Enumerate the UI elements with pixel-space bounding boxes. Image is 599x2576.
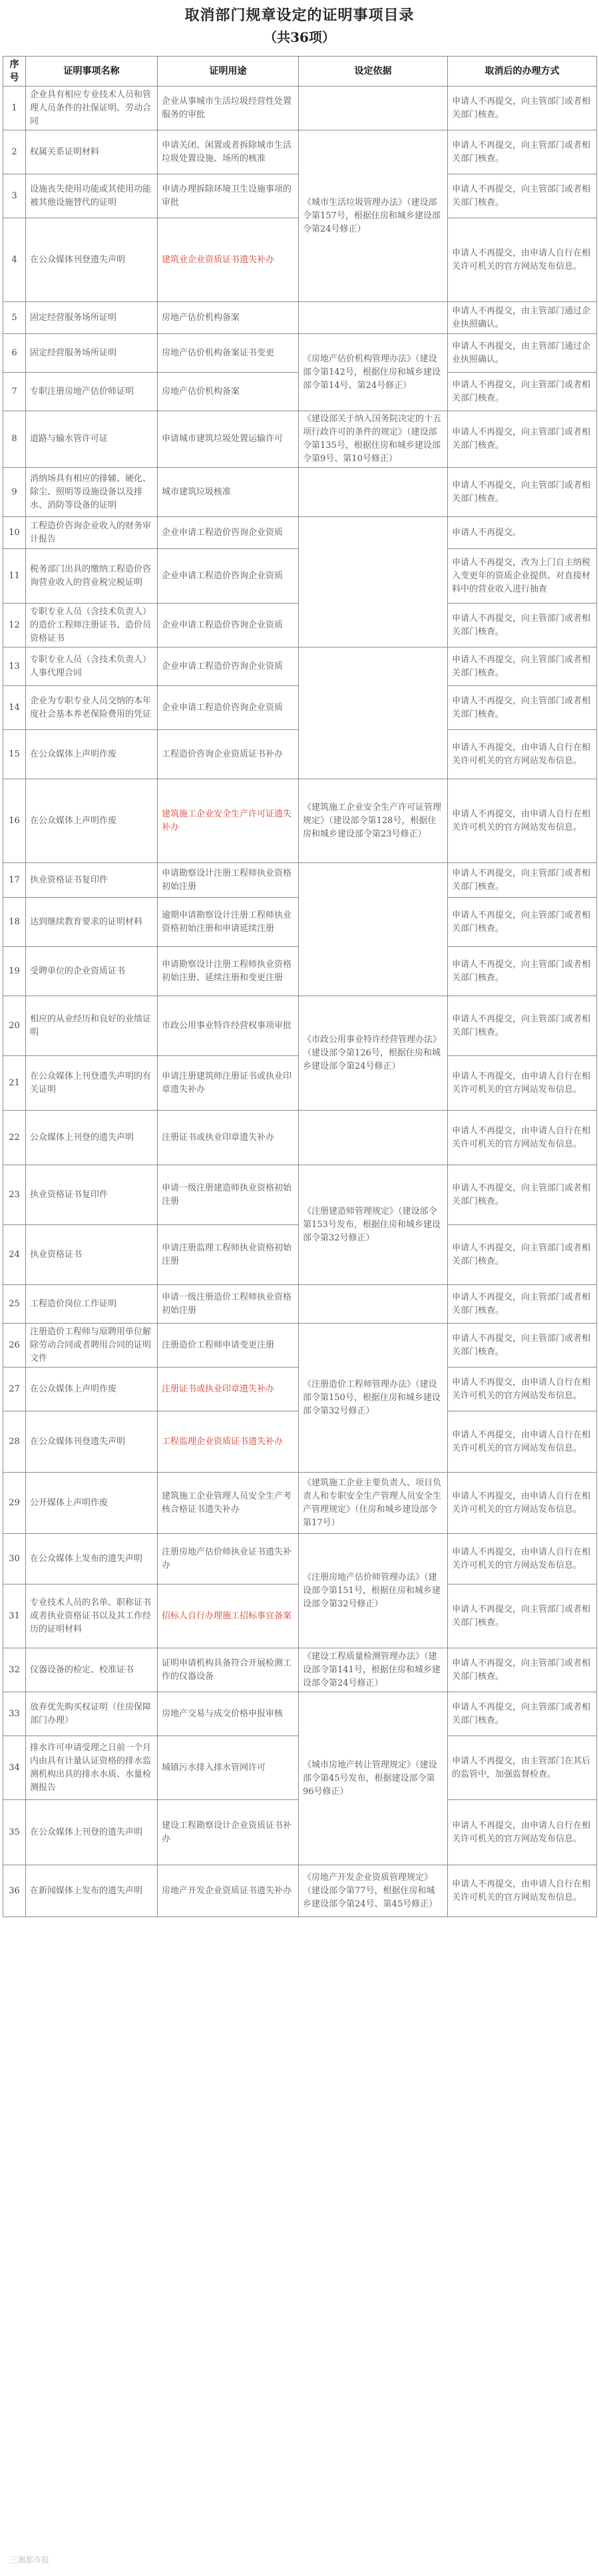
cert-name: 执业资格证书: [26, 1225, 158, 1285]
cert-use: 证明申请机构具备符合开展检测工作的仪器设备: [158, 1648, 299, 1692]
cert-basis: [299, 517, 448, 647]
cert-use: 注册证书或执业印章遗失补办: [158, 1368, 299, 1411]
cert-name: 企业具有相应专业技术人员和管理人员条件的社保证明、劳动合同: [26, 87, 158, 130]
cert-basis: 《建筑施工企业主要负责人、项目负责人和专职安全生产管理人员安全生产管理规定》（住房和城乡建设部令第17号）: [299, 1473, 448, 1534]
cert-method: 申请人不再提交，向主管部门或者相关部门核查。: [448, 1692, 597, 1736]
row-number: 16: [3, 779, 26, 863]
cert-use: 企业申请工程造价咨询企业资质: [158, 517, 299, 549]
cert-use: 申请办理拆除环境卫生设施事项的审批: [158, 174, 299, 218]
row-number: 26: [3, 1324, 26, 1368]
cert-use: 房地产估价机构备案: [158, 302, 299, 334]
cert-method: 申请人不再提交，向主管部门或者相关部门核查。: [448, 1285, 597, 1324]
cert-name: 放弃优先购买权证明（住房保障部门办理）: [26, 1692, 158, 1736]
cert-name: 专职注册房地产估价师证明: [26, 373, 158, 411]
table-row: [3, 1111, 597, 1165]
cert-name: 在公众媒体刊登遗失声明: [26, 1411, 158, 1473]
cert-method: 申请人不再提交，由申请人自行在相关许可机关的官方网站发布信息。: [448, 1534, 597, 1584]
cert-basis: [299, 863, 448, 996]
cert-method: 申请人不再提交，向主管部门或者相关部门核查。: [448, 130, 597, 174]
cert-name: 达到继续教育要求的证明材料: [26, 898, 158, 947]
cert-use: 注册造价工程师申请变更注册: [158, 1324, 299, 1368]
watermark: 三湘都市报: [9, 2555, 50, 2565]
cert-name: 设施丧失使用功能或其使用功能被其他设施替代的证明: [26, 174, 158, 218]
cert-method: 申请人不再提交，向主管部门或者相关部门核查。: [448, 411, 597, 468]
cert-use: 申请城市建筑垃圾处置运输许可: [158, 411, 299, 468]
table-row: [3, 517, 597, 549]
title-block: [0, 0, 599, 53]
cert-use: 房地产交易与成交价格申报审核: [158, 1692, 299, 1736]
row-number: 31: [3, 1584, 26, 1648]
cert-method: 申请人不再提交，由主管部门在其后的监管中，加强监督检查。: [448, 1736, 597, 1800]
row-number: 22: [3, 1111, 26, 1165]
row-number: 1: [3, 87, 26, 130]
cert-name: 受聘单位的企业资质证书: [26, 947, 158, 996]
table-row: [3, 779, 597, 863]
cert-basis: 《市政公用事业特许经营管理办法》（建设部令第126号，根据住房和城乡建设部令第24号修正）: [299, 996, 448, 1111]
row-number: 6: [3, 334, 26, 373]
cert-method: 申请人不再提交，向主管部门或者相关部门核查。: [448, 686, 597, 730]
cert-method: 申请人不再提交，向主管部门或者相关部门核查。: [448, 87, 597, 130]
row-number: 4: [3, 218, 26, 302]
cert-method: 申请人不再提交，向主管部门或者相关部门核查。: [448, 1165, 597, 1225]
cert-method: 申请人不再提交，向主管部门或者相关部门核查。: [448, 863, 597, 898]
row-number: 13: [3, 647, 26, 686]
cert-use: 工程造价咨询企业资质证书补办: [158, 730, 299, 779]
cert-use: 企业申请工程造价咨询企业资质: [158, 686, 299, 730]
row-number: 3: [3, 174, 26, 218]
cert-method: 申请人不再提交，由申请人自行在相关许可机关的官方网站发布信息。: [448, 779, 597, 863]
row-number: 20: [3, 996, 26, 1056]
row-number: 19: [3, 947, 26, 996]
table-row: [3, 996, 597, 1056]
table-row: [3, 411, 597, 468]
row-number: 7: [3, 373, 26, 411]
cert-use: 逾期申请勘察设计注册工程师执业资格初始注册和申请延续注册: [158, 898, 299, 947]
cert-basis: [299, 647, 448, 779]
cert-method: 申请人不再提交，由申请人自行在相关许可机关的官方网站发布信息。: [448, 1056, 597, 1111]
cert-method: 申请人不再提交，由申请人自行在相关许可机关的官方网站发布信息。: [448, 1368, 597, 1411]
cert-method: 申请人不再提交，由申请人自行在相关许可机关的官方网站发布信息。: [448, 218, 597, 302]
row-number: 29: [3, 1473, 26, 1534]
cert-use: 企业申请工程造价咨询企业资质: [158, 549, 299, 604]
row-number: 27: [3, 1368, 26, 1411]
cert-basis: 《城市房地产转让管理规定》（建设部令第45号发布，根据建设部令第96号修正）: [299, 1692, 448, 1865]
cert-method: 申请人不再提交，向主管部门或者相关部门核查。: [448, 373, 597, 411]
cert-method: 申请人不再提交，向主管部门或者相关部门核查。: [448, 996, 597, 1056]
cert-method: 申请人不再提交，向主管部门或者相关部门核查。: [448, 604, 597, 647]
cert-use: 申请关闭、闲置或者拆除城市生活垃圾处置设施、场所的核准: [158, 130, 299, 174]
cert-use: 注册房地产估价师执业证书遗失补办: [158, 1534, 299, 1584]
cert-method: 申请人不再提交，向主管部门或者相关部门核查。: [448, 947, 597, 996]
row-number: 10: [3, 517, 26, 549]
cert-name: 排水许可申请受理之日前一个月内由具有计量认证资格的排水监测机构出具的排水水质、水量检测报告: [26, 1736, 158, 1800]
cert-method: 申请人不再提交，向主管部门或者相关部门核查。: [448, 1324, 597, 1368]
cert-basis: 《注册房地产估价师管理办法》（建设部令第151号，根据住房和城乡建设部令第32号修正）: [299, 1534, 448, 1648]
row-number: 12: [3, 604, 26, 647]
row-number: 2: [3, 130, 26, 174]
cert-method: 申请人不再提交，向主管部门或者相关部门核查。: [448, 898, 597, 947]
cert-method: 申请人不再提交，由申请人自行在相关许可机关的官方网站发布信息。: [448, 730, 597, 779]
cert-use: 企业申请工程造价咨询企业资质: [158, 647, 299, 686]
cert-name: 在新闻媒体上发布的遗失声明: [26, 1865, 158, 1917]
cert-basis: 《注册建造师管理规定》（建设部令第153号发布，根据住房和城乡建设部令第32号修正）: [299, 1165, 448, 1285]
cert-name: 税务部门出具的缴纳工程造价咨询营业收入的营业税完税证明: [26, 549, 158, 604]
header-no: 序号: [3, 57, 26, 87]
table-header-row: [3, 57, 597, 87]
cert-name: 固定经营服务场所证明: [26, 302, 158, 334]
cert-name: 公众媒体上刊登的遗失声明: [26, 1111, 158, 1165]
cert-name: 工程造价咨询企业收入的财务审计报告: [26, 517, 158, 549]
cert-use: 建筑业企业资质证书遗失补办: [158, 218, 299, 302]
cert-use: 申请勘察设计注册工程师执业资格初始注册: [158, 863, 299, 898]
cert-use: 市政公用事业特许经营权事项审批: [158, 996, 299, 1056]
header-basis: 设定依据: [299, 57, 448, 87]
table-row: [3, 1165, 597, 1225]
row-number: 21: [3, 1056, 26, 1111]
row-number: 25: [3, 1285, 26, 1324]
cert-use: 建设工程勘察设计企业资质证书补办: [158, 1800, 299, 1865]
row-number: 11: [3, 549, 26, 604]
cert-basis: 《房地产估价机构管理办法》（建设部令第142号，根据住房和城乡建设部令第14号、第24号修正）: [299, 334, 448, 411]
cert-use: 企业从事城市生活垃圾经营性处置服务的审批: [158, 87, 299, 130]
certificate-table: [3, 56, 597, 1917]
cert-name: 相应的从业经历和良好的业绩证明: [26, 996, 158, 1056]
page-subtitle: （共36项）: [264, 29, 335, 45]
cert-use: 工程监理企业资质证书遗失补办: [158, 1411, 299, 1473]
table-body: [3, 87, 597, 1917]
cert-use: 申请一级注册建造师执业资格初始注册: [158, 1165, 299, 1225]
cert-use: 城镇污水排入排水管网许可: [158, 1736, 299, 1800]
cert-use: 城市建筑垃圾核准: [158, 468, 299, 517]
cert-method: 申请人不再提交，向主管部门或者相关部门核查。: [448, 1584, 597, 1648]
row-number: 17: [3, 863, 26, 898]
cert-name: 在公众媒体上声明作废: [26, 1368, 158, 1411]
cert-name: 在公众媒体上刊登遗失声明的有关证明: [26, 1056, 158, 1111]
cert-use: 申请勘察设计注册工程师执业资格初始注册、延续注册和变更注册: [158, 947, 299, 996]
cert-name: 在公众媒体上声明作废: [26, 779, 158, 863]
cert-name: 在公众媒体上发布的遗失声明: [26, 1534, 158, 1584]
cert-name: 注册造价工程师与原聘用单位解除劳动合同或者聘用合同的证明文件: [26, 1324, 158, 1368]
cert-name: 专职专业人员（含技术负责人）的造价工程师注册证书、造价员资格证书: [26, 604, 158, 647]
row-number: 36: [3, 1865, 26, 1917]
cert-use: 房地产开发企业资质证书遗失补办: [158, 1865, 299, 1917]
cert-name: 消纳场具有相应的排辅、硬化、除尘、照明等设施设备以及排水、消防等设备的证明: [26, 468, 158, 517]
cert-use: 申请注册监理工程师执业资格初始注册: [158, 1225, 299, 1285]
cert-name: 工程造价岗位工作证明: [26, 1285, 158, 1324]
cert-method: 申请人不再提交。: [448, 517, 597, 549]
cert-basis: 《建设工程质量检测管理办法》（建设部令第141号，根据住房和城乡建设部令第24号修正）: [299, 1648, 448, 1692]
cert-use: 招标人自行办理施工招标事宜备案: [158, 1584, 299, 1648]
cert-name: 公开媒体上声明作废: [26, 1473, 158, 1534]
cert-method: 申请人不再提交，向主管部门或者相关部门核查。: [448, 1648, 597, 1692]
table-row: [3, 1865, 597, 1917]
cert-name: 企业为专职专业人员交纳的本年度社会基本养老保险费用的凭证: [26, 686, 158, 730]
cert-method: 申请人不再提交，由申请人自行在相关许可机关的官方网站发布信息。: [448, 1111, 597, 1165]
table-row: [3, 1534, 597, 1584]
cert-name: 执业资格证书复印件: [26, 1165, 158, 1225]
row-number: 5: [3, 302, 26, 334]
cert-name: 在公众媒体刊登遗失声明: [26, 218, 158, 302]
row-number: 18: [3, 898, 26, 947]
cert-method: 申请人不再提交，向主管部门或者相关部门核查。: [448, 647, 597, 686]
cert-method: 申请人不再提交，由申请人自行在相关许可机关的官方网站发布信息。: [448, 1800, 597, 1865]
table-row: [3, 863, 597, 898]
cert-name: 权属关系证明材料: [26, 130, 158, 174]
cert-use: 房地产估价机构备案证书变更: [158, 334, 299, 373]
row-number: 32: [3, 1648, 26, 1692]
row-number: 9: [3, 468, 26, 517]
cert-use: 建筑施工企业安全生产许可证遗失补办: [158, 779, 299, 863]
cert-method: 申请人不再提交，向主管部门或者相关部门核查。: [448, 1225, 597, 1285]
cert-method: 申请人不再提交，由申请人自行在相关许可机关的官方网站发布信息。: [448, 1865, 597, 1917]
cert-use: 房地产估价机构备案: [158, 373, 299, 411]
cert-basis: [299, 468, 448, 517]
cert-name: 专业技术人员的名单、职称证书或者执业资格证书以及其工作经历的证明材料: [26, 1584, 158, 1648]
row-number: 15: [3, 730, 26, 779]
table-row: [3, 1324, 597, 1368]
cert-basis: 《建筑施工企业安全生产许可证管理规定》（建设部令第128号，根据住房和城乡建设部令第23号修正）: [299, 779, 448, 863]
cert-method: 申请人不再提交，由主管部门通过企业执照确认。: [448, 302, 597, 334]
header-method: 取消后的办理方式: [448, 57, 597, 87]
table-row: [3, 334, 597, 373]
row-number: 34: [3, 1736, 26, 1800]
cert-use: 申请一级注册造价工程师执业资格初始注册: [158, 1285, 299, 1324]
row-number: 35: [3, 1800, 26, 1865]
cert-method: 申请人不再提交，向主管部门或者相关部门核查。: [448, 174, 597, 218]
cert-basis: [299, 87, 448, 130]
cert-name: 在公众媒体上声明作废: [26, 730, 158, 779]
cert-basis: [299, 302, 448, 334]
row-number: 33: [3, 1692, 26, 1736]
cert-name: 道路与输水管许可证: [26, 411, 158, 468]
header-name: 证明事项名称: [26, 57, 158, 87]
cert-basis: [299, 1285, 448, 1324]
table-row: [3, 647, 597, 686]
cert-basis: 《房地产开发企业资质管理规定》（建设部令第77号，根据住房和城乡建设部令第24号、第45号修正）: [299, 1865, 448, 1917]
cert-use: 建筑施工企业管理人员安全生产考核合格证书遗失补办: [158, 1473, 299, 1534]
row-number: 8: [3, 411, 26, 468]
cert-basis: 《城市生活垃圾管理办法》（建设部令第157号，根据住房和城乡建设部令第24号修正）: [299, 130, 448, 302]
cert-method: 申请人不再提交，改为上门自主纳税入变更年的资质企业提供、对直接材料中的营业收入进行抽查: [448, 549, 597, 604]
cert-basis: 《注册造价工程师管理办法》（建设部令第150号，根据住房和城乡建设部令第32号修正）: [299, 1324, 448, 1473]
table-row: [3, 468, 597, 517]
cert-use: 企业申请工程造价咨询企业资质: [158, 604, 299, 647]
cert-basis: [299, 1111, 448, 1165]
page-title: 取消部门规章设定的证明事项目录: [184, 7, 415, 24]
table-row: [3, 1692, 597, 1736]
row-number: 23: [3, 1165, 26, 1225]
table-row: [3, 130, 597, 174]
cert-use: 注册证书或执业印章遗失补办: [158, 1111, 299, 1165]
cert-method: 申请人不再提交，向主管部门或者相关部门核查。: [448, 468, 597, 517]
cert-use: 申请注册建筑师注册证书或执业印章遗失补办: [158, 1056, 299, 1111]
cert-name: 专职专业人员（含技术负责人）人事代理合同: [26, 647, 158, 686]
table-row: [3, 1648, 597, 1692]
cert-method: 申请人不再提交，由申请人自行在相关许可机关的官方网站发布信息。: [448, 1411, 597, 1473]
cert-method: 申请人不再提交，由主管部门通过企业执照确认。: [448, 334, 597, 373]
cert-basis: 《建设部关于纳入国务院决定的十五项行政许可的条件的规定》（建设部令第135号，根据住房和城乡建设部令第9号、第10号修正）: [299, 411, 448, 468]
table-row: [3, 1473, 597, 1534]
row-number: 30: [3, 1534, 26, 1584]
row-number: 24: [3, 1225, 26, 1285]
cert-name: 固定经营服务场所证明: [26, 334, 158, 373]
row-number: 14: [3, 686, 26, 730]
cert-method: 申请人不再提交，由申请人自行在相关许可机关的官方网站发布信息。: [448, 1473, 597, 1534]
cert-name: 仪器设备的检定、校准证书: [26, 1648, 158, 1692]
table-row: [3, 1285, 597, 1324]
table-row: [3, 87, 597, 130]
header-use: 证明用途: [158, 57, 299, 87]
row-number: 28: [3, 1411, 26, 1473]
table-row: [3, 302, 597, 334]
cert-name: 在公众媒体上刊登的遗失声明: [26, 1800, 158, 1865]
cert-name: 执业资格证书复印件: [26, 863, 158, 898]
